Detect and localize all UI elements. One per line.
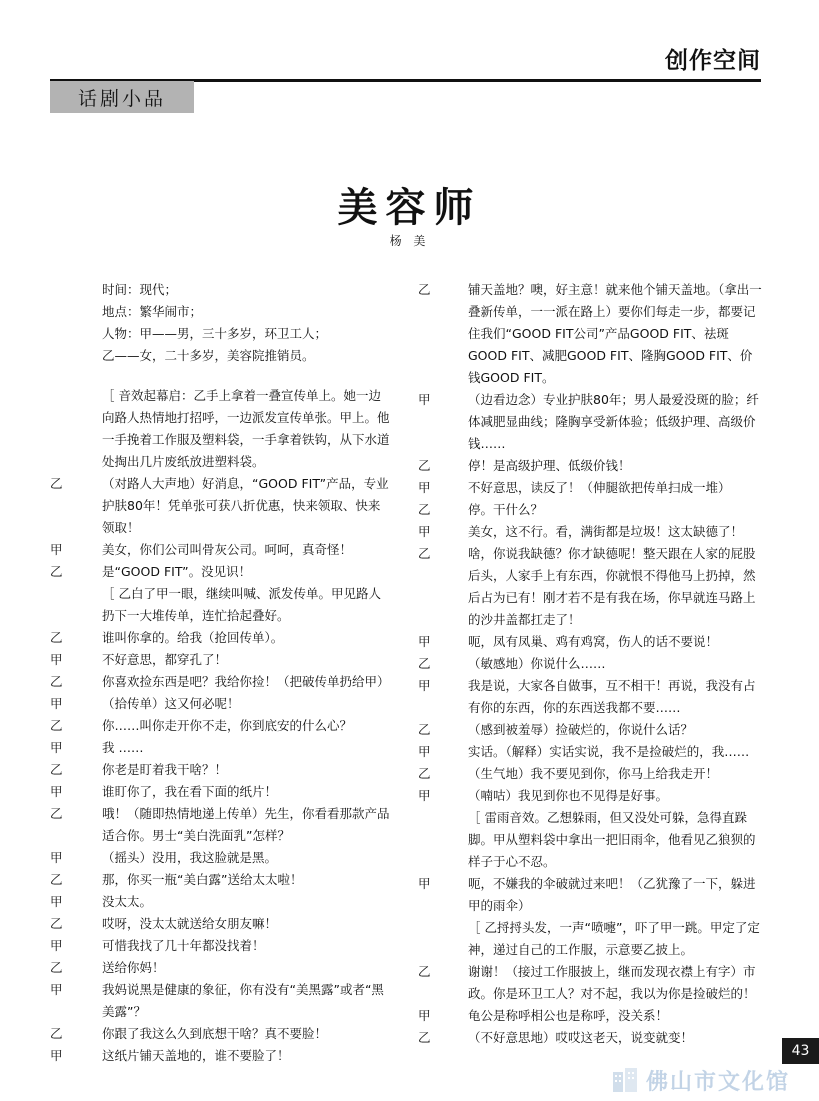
stage-direction bbox=[418, 917, 762, 961]
line-text: （敏感地）你说什么…… bbox=[468, 656, 606, 671]
speaker-label: 甲 bbox=[418, 634, 431, 649]
speaker-label: 乙 bbox=[418, 766, 431, 781]
line-text: （感到被羞辱）捡破烂的，你说什么话？ bbox=[468, 722, 694, 737]
line-text: （喃咕）我见到你也不见得是好事。 bbox=[468, 788, 669, 803]
dialogue-line bbox=[50, 1023, 392, 1045]
line-text: 你喜欢捡东西是吧？我给你捡！（把破传单扔给甲） bbox=[102, 674, 390, 689]
line-text: 可惜我找了几十年都没找着！ bbox=[102, 938, 265, 953]
dialogue-line bbox=[418, 521, 762, 543]
line-text: 人物：甲——男，三十多岁，环卫工人； bbox=[102, 326, 328, 341]
dialogue-line bbox=[50, 561, 392, 583]
dialogue-line bbox=[50, 671, 392, 693]
speaker-label: 甲 bbox=[50, 850, 63, 865]
line-text: （边看边念）专业护肤80年；男人最爱没斑的脸；纤体减肥显曲线；隆胸享受新体验；低级护理、高级价钱…… bbox=[468, 392, 759, 451]
speaker-label: 乙 bbox=[50, 564, 63, 579]
line-text: 时间：现代； bbox=[102, 282, 178, 297]
stage-direction bbox=[50, 301, 392, 323]
dialogue-line bbox=[50, 539, 392, 561]
dialogue-line bbox=[418, 741, 762, 763]
line-text: 哎呀，没太太就送给女朋友嘛！ bbox=[102, 916, 278, 931]
dialogue-line bbox=[418, 499, 762, 521]
column-tag: 话剧小品 bbox=[50, 81, 194, 113]
dialogue-line bbox=[50, 715, 392, 737]
stage-direction bbox=[50, 279, 392, 301]
watermark bbox=[610, 1064, 815, 1096]
speaker-label: 乙 bbox=[50, 806, 63, 821]
dialogue-line bbox=[418, 477, 762, 499]
line-text: 谁盯你了，我在看下面的纸片！ bbox=[102, 784, 278, 799]
watermark-text: 佛山市文化馆 bbox=[646, 1069, 791, 1095]
dialogue-line bbox=[418, 631, 762, 653]
line-text: 龟公是称呼相公也是称呼，没关系！ bbox=[468, 1008, 669, 1023]
dialogue-line bbox=[418, 653, 762, 675]
dialogue-line bbox=[50, 803, 392, 847]
speaker-label: 甲 bbox=[50, 938, 63, 953]
right-column bbox=[418, 279, 762, 1049]
dialogue-line bbox=[418, 785, 762, 807]
line-text: （生气地）我不要见到你，你马上给我走开！ bbox=[468, 766, 719, 781]
speaker-label: 甲 bbox=[418, 788, 431, 803]
line-text: 不好意思，都穿孔了！ bbox=[102, 652, 228, 667]
line-text: 你老是盯着我干啥？！ bbox=[102, 762, 228, 777]
speaker-label: 甲 bbox=[418, 524, 431, 539]
dialogue-line bbox=[418, 279, 762, 389]
line-text: 实话。（解释）实话实说，我不是捡破烂的，我…… bbox=[468, 744, 750, 759]
line-text: ［ 乙捋捋头发，一声“喷嚏”，吓了甲一跳。甲定了定神，递过自己的工作服，示意要乙披上。 bbox=[468, 920, 760, 957]
line-text: 哦！（随即热情地递上传单）先生，你看看那款产品适合你。男士“美白洗面乳”怎样？ bbox=[102, 806, 390, 843]
line-text: ［ 音效起幕启：乙手上拿着一叠宣传单上。她一边向路人热情地打招呼，一边派发宣传单张。甲上。他一手挽着工作服及塑料袋，一手拿着铁钩，从下水道处掏出几片废纸放进塑料袋。 bbox=[102, 388, 390, 469]
line-text: 铺天盖地？噢，好主意！就来他个铺天盖地。（拿出一叠新传单，一一派在路上）要你们每走一步，都要记住我们“GOOD FIT公司”产品GOOD FIT、祛斑GOOD FIT、减肥GOOD FIT、隆胸GOOD FIT、价钱GOOD FIT。 bbox=[468, 282, 762, 385]
speaker-label: 甲 bbox=[418, 744, 431, 759]
speaker-label: 甲 bbox=[50, 652, 63, 667]
speaker-label: 甲 bbox=[50, 542, 63, 557]
line-text: 美女，这不行。看，满街都是垃圾！这太缺德了！ bbox=[468, 524, 744, 539]
dialogue-line bbox=[50, 957, 392, 979]
stage-direction bbox=[418, 807, 762, 873]
dialogue-line bbox=[50, 1045, 392, 1067]
dialogue-line bbox=[418, 961, 762, 1005]
stage-direction bbox=[50, 583, 392, 627]
line-text: （拾传单）这又何必呢！ bbox=[102, 696, 240, 711]
line-text: 啥，你说我缺德？你才缺德呢！整天跟在人家的屁股后头，人家手上有东西，你就恨不得他马上扔掉，然后占为已有！刚才若不是有我在场，你早就连马路上的沙井盖都扛走了！ bbox=[468, 546, 756, 627]
line-text: 停！是高级护理、低级价钱！ bbox=[468, 458, 631, 473]
speaker-label: 甲 bbox=[50, 740, 63, 755]
paragraph-gap bbox=[50, 367, 392, 385]
dialogue-line bbox=[50, 649, 392, 671]
line-text: 乙——女，二十多岁，美容院推销员。 bbox=[102, 348, 315, 363]
section-title: 创作空间 bbox=[665, 48, 761, 74]
stage-direction bbox=[50, 323, 392, 345]
line-text: 你跟了我这么久到底想干啥？真不要脸！ bbox=[102, 1026, 328, 1041]
line-text: 地点：繁华闹市； bbox=[102, 304, 203, 319]
dialogue-line bbox=[418, 389, 762, 455]
line-text: 谢谢！（接过工作服披上，继而发现衣襟上有字）市政。你是环卫工人？对不起，我以为你是捡破烂的！ bbox=[468, 964, 756, 1001]
dialogue-line bbox=[418, 675, 762, 719]
dialogue-line bbox=[50, 913, 392, 935]
stage-direction bbox=[50, 345, 392, 367]
speaker-label bbox=[50, 385, 102, 473]
dialogue-line bbox=[50, 693, 392, 715]
speaker-label: 乙 bbox=[50, 718, 63, 733]
dialogue-line bbox=[418, 543, 762, 631]
dialogue-line bbox=[50, 737, 392, 759]
speaker-label: 甲 bbox=[418, 392, 431, 407]
line-text: 是“GOOD FIT”。没见识！ bbox=[102, 564, 252, 579]
dialogue-line bbox=[50, 935, 392, 957]
speaker-label: 甲 bbox=[418, 876, 431, 891]
dialogue-line bbox=[50, 869, 392, 891]
speaker-label: 乙 bbox=[418, 656, 431, 671]
line-text: 呃，凤有凤巢、鸡有鸡窝，伤人的话不要说！ bbox=[468, 634, 719, 649]
dialogue-line bbox=[50, 627, 392, 649]
dialogue-line bbox=[418, 1027, 762, 1049]
author: 杨 美 bbox=[389, 234, 430, 248]
line-text: 不好意思，读反了！（伸腿欲把传单扫成一堆） bbox=[468, 480, 731, 495]
line-text: 没太太。 bbox=[102, 894, 153, 909]
speaker-label: 乙 bbox=[50, 1026, 63, 1041]
line-text: （摇头）没用，我这脸就是黑。 bbox=[102, 850, 278, 865]
dialogue-line bbox=[50, 473, 392, 539]
dialogue-line bbox=[418, 1005, 762, 1027]
line-text: 呃，不嫌我的伞破就过来吧！（乙犹豫了一下，躲进甲的雨伞） bbox=[468, 876, 756, 913]
line-text: ［ 雷雨音效。乙想躲雨，但又没处可躲，急得直跺脚。甲从塑料袋中拿出一把旧雨伞，他看见乙狼狈的样子于心不忍。 bbox=[468, 810, 756, 869]
speaker-label: 甲 bbox=[50, 982, 63, 997]
line-text: 你……叫你走开你不走，你到底安的什么心？ bbox=[102, 718, 353, 733]
speaker-label bbox=[50, 301, 102, 323]
speaker-label: 乙 bbox=[418, 722, 431, 737]
speaker-label: 乙 bbox=[418, 502, 431, 517]
speaker-label: 甲 bbox=[418, 480, 431, 495]
dialogue-line bbox=[418, 455, 762, 477]
speaker-label: 甲 bbox=[418, 678, 431, 693]
dialogue-line bbox=[418, 763, 762, 785]
line-text: 我是说，大家各自做事，互不相干！再说，我没有占有你的东西，你的东西送我都不要…… bbox=[468, 678, 756, 715]
speaker-label bbox=[418, 917, 468, 961]
speaker-label: 乙 bbox=[418, 546, 431, 561]
speaker-label: 甲 bbox=[50, 784, 63, 799]
dialogue-line bbox=[418, 719, 762, 741]
line-text: 谁叫你拿的。给我（抢回传单）。 bbox=[102, 630, 284, 645]
line-text: 我 …… bbox=[102, 740, 144, 755]
speaker-label: 乙 bbox=[50, 762, 63, 777]
speaker-label bbox=[50, 323, 102, 345]
line-text: 送给你妈！ bbox=[102, 960, 165, 975]
speaker-label: 乙 bbox=[50, 674, 63, 689]
stage-direction bbox=[50, 385, 392, 473]
speaker-label bbox=[50, 345, 102, 367]
speaker-label: 乙 bbox=[418, 1030, 431, 1045]
dialogue-line bbox=[50, 759, 392, 781]
speaker-label bbox=[418, 807, 468, 873]
line-text: （对路人大声地）好消息，“GOOD FIT”产品，专业护肤80年！凭单张可获八折优惠，快来领取、快来领取！ bbox=[102, 476, 389, 535]
line-text: 停。干什么？ bbox=[468, 502, 544, 517]
speaker-label: 乙 bbox=[50, 872, 63, 887]
dialogue-line bbox=[418, 873, 762, 917]
speaker-label: 甲 bbox=[418, 1008, 431, 1023]
dialogue-line bbox=[50, 979, 392, 1023]
dialogue-line bbox=[50, 847, 392, 869]
building-icon bbox=[610, 1066, 640, 1094]
line-text: 我妈说黑是健康的象征，你有没有“美黑露”或者“黑美露”？ bbox=[102, 982, 384, 1019]
line-text: （不好意思地）哎哎这老天，说变就变！ bbox=[468, 1030, 694, 1045]
speaker-label: 乙 bbox=[418, 282, 431, 297]
speaker-label: 乙 bbox=[50, 916, 63, 931]
left-column bbox=[50, 279, 392, 1067]
speaker-label: 乙 bbox=[50, 960, 63, 975]
line-text: 这纸片铺天盖地的，谁不要脸了！ bbox=[102, 1048, 290, 1063]
page-number: 43 bbox=[782, 1038, 819, 1064]
speaker-label bbox=[50, 583, 102, 627]
speaker-label: 甲 bbox=[50, 1048, 63, 1063]
play-title: 美容师 bbox=[337, 184, 482, 231]
speaker-label: 甲 bbox=[50, 696, 63, 711]
line-text: 那，你买一瓶“美白露”送给太太啦！ bbox=[102, 872, 303, 887]
dialogue-line bbox=[50, 781, 392, 803]
line-text: ［ 乙白了甲一眼，继续叫喊、派发传单。甲见路人扔下一大堆传单，连忙拾起叠好。 bbox=[102, 586, 381, 623]
speaker-label: 甲 bbox=[50, 894, 63, 909]
speaker-label: 乙 bbox=[418, 964, 431, 979]
speaker-label: 乙 bbox=[50, 476, 63, 491]
speaker-label: 乙 bbox=[50, 630, 63, 645]
speaker-label: 乙 bbox=[418, 458, 431, 473]
line-text: 美女，你们公司叫骨灰公司。呵呵，真奇怪！ bbox=[102, 542, 353, 557]
dialogue-line bbox=[50, 891, 392, 913]
speaker-label bbox=[50, 279, 102, 301]
